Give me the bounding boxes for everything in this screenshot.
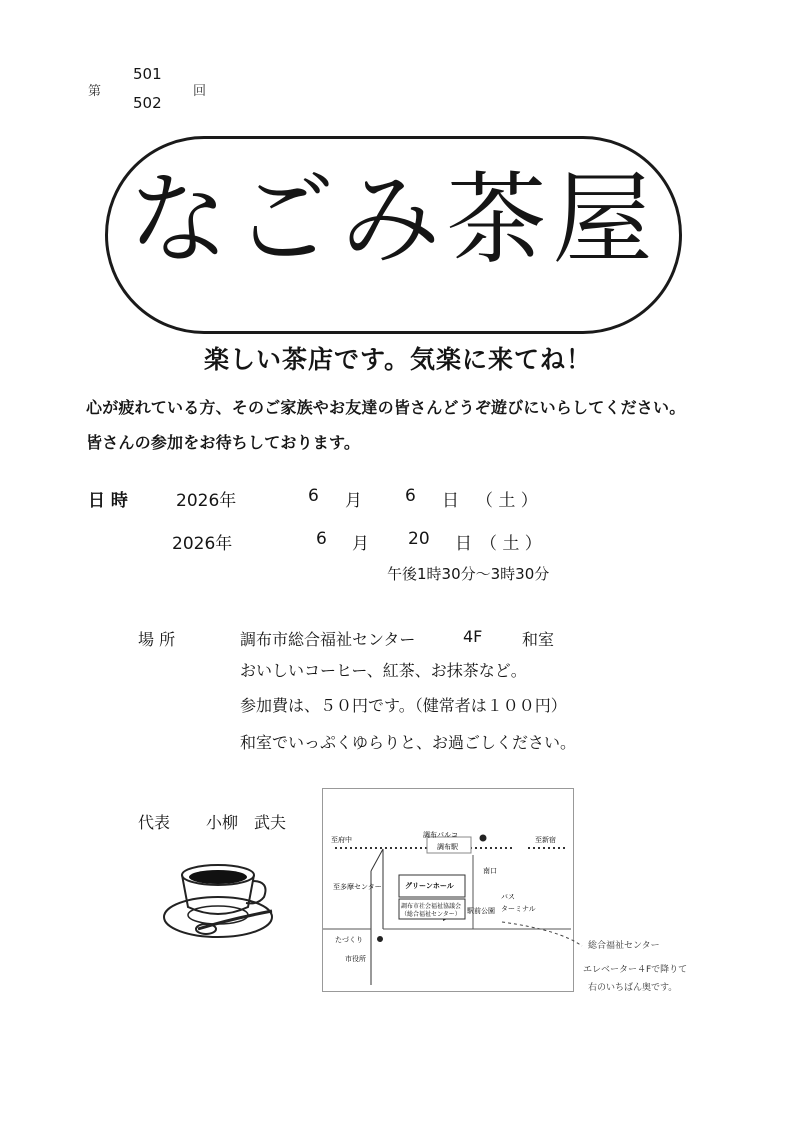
map-label-center-2: （総合福祉センター） <box>401 911 461 918</box>
issue-suffix: 回 <box>193 84 207 99</box>
map-label-exit: 南口 <box>483 867 497 875</box>
date-2-month: 6 <box>316 529 327 549</box>
representative-label: 代表 <box>138 813 171 832</box>
issue-prefix: 第 <box>88 84 102 99</box>
subtitle: 楽しい茶店です。気楽に来てね！ <box>204 345 593 374</box>
date-2-day-unit: 日 <box>455 534 472 554</box>
event-time: 午後1時30分～3時30分 <box>387 565 550 583</box>
coffee-cup-icon <box>160 855 280 940</box>
map-label-green-hall: グリーンホール <box>405 882 454 890</box>
map-note-1: 総合福祉センター <box>588 941 660 951</box>
map-note-2: エレベーター４Fで降りて <box>583 965 688 975</box>
access-map <box>322 788 574 992</box>
date-1-month-unit: 月 <box>345 491 362 511</box>
place-line-2: 参加費は、５０円です。（健常者は１００円） <box>240 696 567 715</box>
date-2-year: 2026年 <box>172 534 233 554</box>
page-title: なごみ茶屋 <box>128 161 659 278</box>
map-label-city-hall: 市役所 <box>345 955 366 963</box>
representative-name: 小柳 武夫 <box>206 813 287 832</box>
date-1-weekday: （ 土 ） <box>476 491 538 511</box>
venue-name: 調布市総合福祉センター <box>240 630 416 649</box>
map-label-station: 調布駅 <box>437 843 458 851</box>
map-note-3: 右のいちばん奥です。 <box>588 983 678 993</box>
issue-number-2: 502 <box>133 94 162 112</box>
map-label-bus-2: ターミナル <box>501 905 536 913</box>
intro-line-1: 心が疲れている方、そのご家族やお友達の皆さんどうぞ遊びにいらしてください。 <box>86 398 686 417</box>
schedule-label: 日 時 <box>88 491 128 511</box>
map-label-tazukuri: たづくり <box>335 936 363 944</box>
map-label-bus-1: バス <box>501 893 515 901</box>
map-label-fuchu: 至府中 <box>331 836 352 844</box>
place-label: 場 所 <box>138 630 176 649</box>
venue-floor: 4F <box>463 627 483 646</box>
map-label-shinjuku: 至新宿 <box>535 836 556 844</box>
date-1-day-unit: 日 <box>442 491 459 511</box>
issue-number-1: 501 <box>133 65 162 83</box>
map-label-parco: 調布パルコ <box>423 831 458 839</box>
date-2-day: 20 <box>408 529 430 549</box>
date-1-year: 2026年 <box>176 491 237 511</box>
map-label-park: 駅前公園 <box>467 907 495 915</box>
intro-line-2: 皆さんの参加をお待ちしております。 <box>86 433 361 452</box>
date-2-month-unit: 月 <box>352 534 369 554</box>
venue-room: 和室 <box>522 630 555 649</box>
date-2-weekday: （ 土 ） <box>480 534 542 554</box>
date-1-month: 6 <box>308 486 319 506</box>
map-label-jindaiji: 至多摩センター <box>333 883 382 891</box>
map-label-center-1: 調布市社会福祉協議会 <box>401 903 462 910</box>
place-line-3: 和室でいっぷくゆらりと、お過ごしください。 <box>240 733 577 752</box>
place-line-1: おいしいコーヒー、紅茶、お抹茶など。 <box>240 661 527 680</box>
date-1-day: 6 <box>405 486 416 506</box>
map-pointer-line <box>500 900 610 960</box>
